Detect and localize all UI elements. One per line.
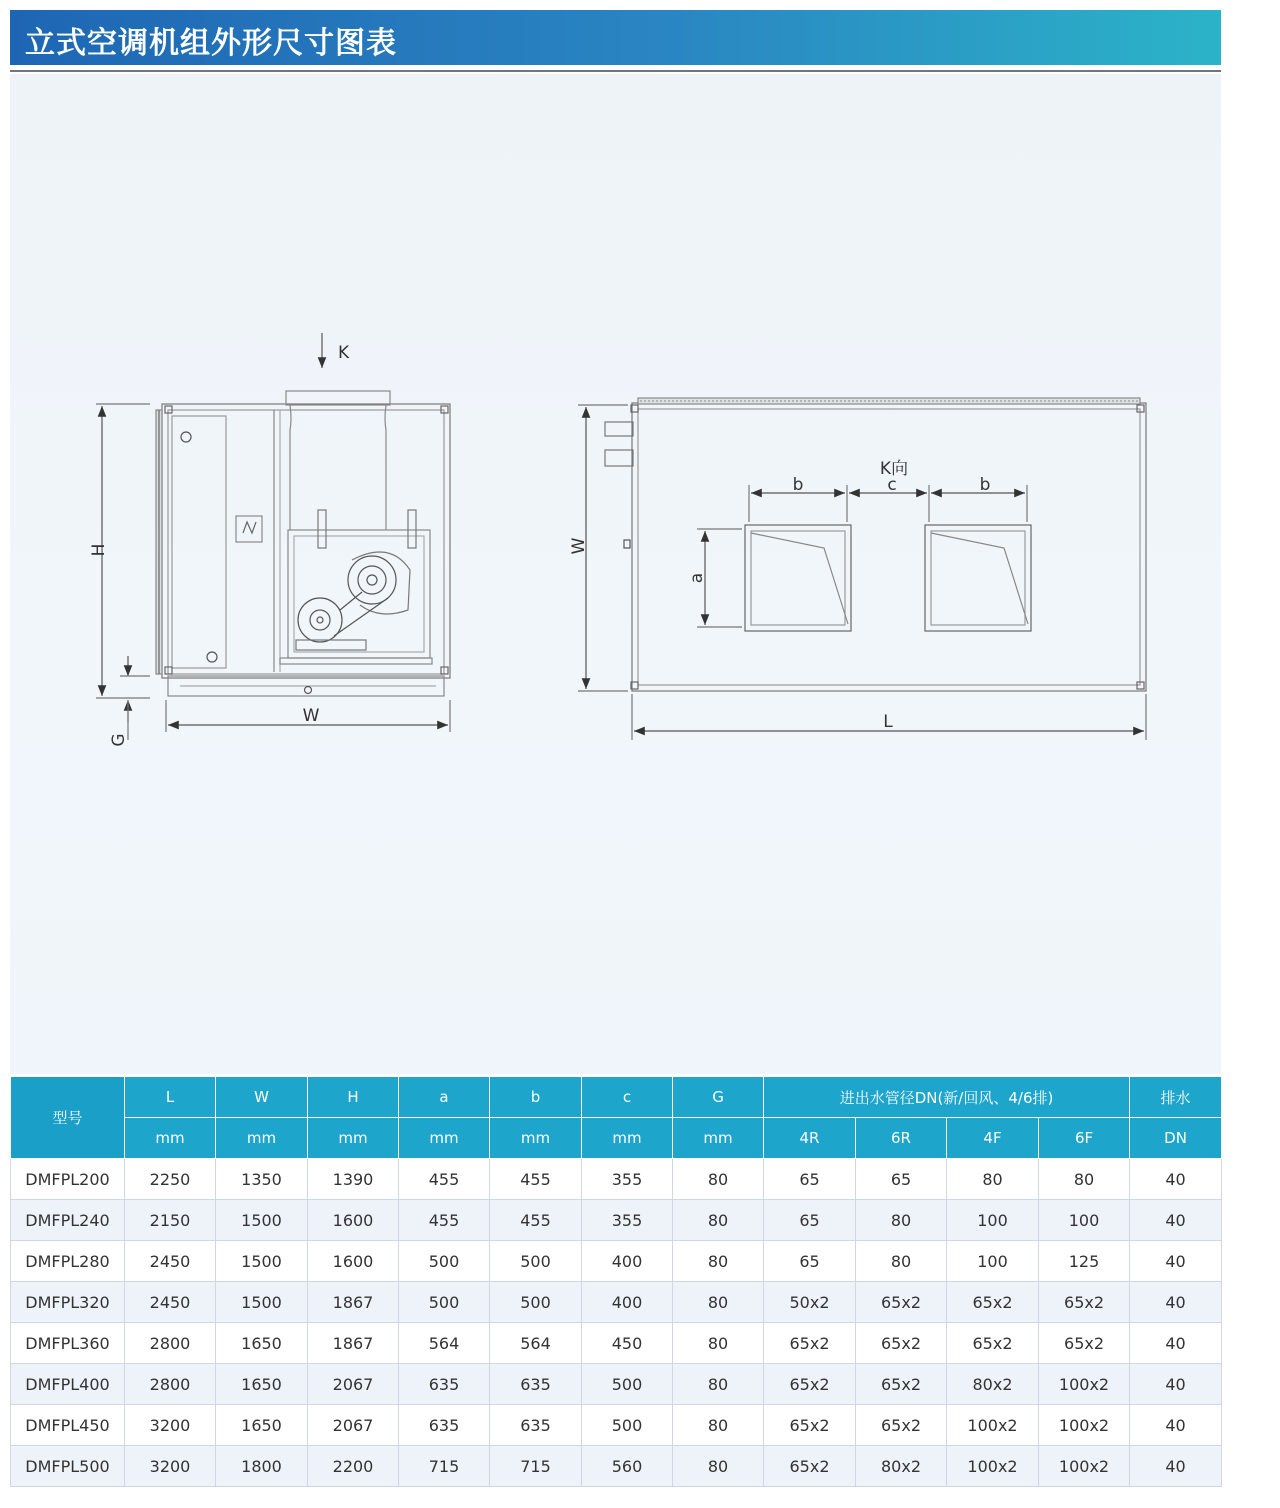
table-cell: 65x2 — [947, 1282, 1039, 1323]
drain-header: 排水 — [1130, 1077, 1222, 1118]
table-row — [11, 1282, 1222, 1323]
table-cell: 450 — [582, 1323, 673, 1364]
unit-cell: mm — [399, 1118, 490, 1159]
table-cell: 635 — [490, 1405, 582, 1446]
table-cell: 65x2 — [856, 1323, 947, 1364]
table-cell: 65x2 — [764, 1446, 856, 1487]
table-cell: 1650 — [216, 1323, 308, 1364]
table-cell: 455 — [490, 1159, 582, 1200]
table-cell: 50x2 — [764, 1282, 856, 1323]
model-cell: DMFPL320 — [11, 1282, 125, 1323]
table-cell: 1800 — [216, 1446, 308, 1487]
table-cell: 65x2 — [1039, 1282, 1130, 1323]
table-cell: 80 — [673, 1159, 764, 1200]
table-cell: 500 — [582, 1405, 673, 1446]
table-cell: 2450 — [125, 1282, 216, 1323]
table-cell: 80 — [673, 1282, 764, 1323]
table-cell: 1600 — [308, 1241, 399, 1282]
header-row-units — [11, 1118, 1222, 1159]
drain-sub-header: DN — [1130, 1118, 1222, 1159]
table-row — [11, 1159, 1222, 1200]
table-cell: 1650 — [216, 1364, 308, 1405]
pipe-sub-header: 6R — [856, 1118, 947, 1159]
pipe-sub-header: 6F — [1039, 1118, 1130, 1159]
table-row — [11, 1200, 1222, 1241]
table-cell: 3200 — [125, 1446, 216, 1487]
top-width-label: W — [569, 537, 589, 555]
table-cell: 65x2 — [764, 1405, 856, 1446]
unit-cell: mm — [490, 1118, 582, 1159]
table-cell: 65 — [764, 1241, 856, 1282]
table-cell: 500 — [490, 1241, 582, 1282]
header-W: W — [216, 1077, 308, 1118]
k-view-label: K向 — [879, 459, 909, 479]
table-cell: 100 — [947, 1241, 1039, 1282]
model-cell: DMFPL400 — [11, 1364, 125, 1405]
top-view — [578, 398, 1146, 740]
height-label: H — [89, 543, 109, 557]
unit-cell: mm — [673, 1118, 764, 1159]
table-cell: 455 — [490, 1200, 582, 1241]
table-cell: 80 — [673, 1364, 764, 1405]
dim-b-right: b — [979, 475, 991, 495]
header-b: b — [490, 1077, 582, 1118]
table-cell: 65x2 — [856, 1364, 947, 1405]
top-view-outline — [632, 403, 1146, 691]
table-cell: 80 — [673, 1200, 764, 1241]
table-cell: 80x2 — [856, 1446, 947, 1487]
table-cell: 80 — [1039, 1159, 1130, 1200]
table-cell: 65x2 — [856, 1282, 947, 1323]
table-cell: 1390 — [308, 1159, 399, 1200]
table-cell: 1500 — [216, 1200, 308, 1241]
table-cell: 80 — [673, 1323, 764, 1364]
unit-cell: mm — [216, 1118, 308, 1159]
table-cell: 80 — [673, 1405, 764, 1446]
header-a: a — [399, 1077, 490, 1118]
side-width-label: W — [302, 706, 320, 726]
length-label: L — [883, 712, 893, 732]
table-cell: 100x2 — [1039, 1364, 1130, 1405]
table-cell: 715 — [399, 1446, 490, 1487]
spec-table-body — [11, 1159, 1222, 1487]
table-cell: 500 — [490, 1282, 582, 1323]
pipe-sub-header: 4F — [947, 1118, 1039, 1159]
header-L: L — [125, 1077, 216, 1118]
header-row-top — [11, 1077, 1222, 1118]
dim-a: a — [687, 572, 707, 584]
table-cell: 1600 — [308, 1200, 399, 1241]
table-cell: 560 — [582, 1446, 673, 1487]
table-cell: 1350 — [216, 1159, 308, 1200]
side-view — [96, 333, 450, 740]
table-row — [11, 1241, 1222, 1282]
table-row — [11, 1446, 1222, 1487]
pipe-header: 进出水管径DN(新/回风、4/6排) — [764, 1077, 1130, 1118]
table-cell: 635 — [490, 1364, 582, 1405]
table-cell: 500 — [399, 1241, 490, 1282]
table-cell: 2150 — [125, 1200, 216, 1241]
table-cell: 2250 — [125, 1159, 216, 1200]
header-H: H — [308, 1077, 399, 1118]
table-cell: 3200 — [125, 1405, 216, 1446]
table-cell: 2067 — [308, 1364, 399, 1405]
table-cell: 2450 — [125, 1241, 216, 1282]
table-cell: 65x2 — [764, 1323, 856, 1364]
table-cell: 80 — [673, 1446, 764, 1487]
table-cell: 100 — [947, 1200, 1039, 1241]
k-arrow-label: K — [338, 343, 350, 363]
model-cell: DMFPL500 — [11, 1446, 125, 1487]
table-cell: 1650 — [216, 1405, 308, 1446]
table-cell: 40 — [1130, 1241, 1222, 1282]
table-cell: 100x2 — [1039, 1405, 1130, 1446]
table-cell: 125 — [1039, 1241, 1130, 1282]
table-cell: 40 — [1130, 1200, 1222, 1241]
table-cell: 40 — [1130, 1446, 1222, 1487]
table-cell: 2200 — [308, 1446, 399, 1487]
model-cell: DMFPL200 — [11, 1159, 125, 1200]
table-cell: 355 — [582, 1200, 673, 1241]
table-cell: 2800 — [125, 1364, 216, 1405]
table-cell: 1867 — [308, 1282, 399, 1323]
header-c: c — [582, 1077, 673, 1118]
table-cell: 100x2 — [947, 1446, 1039, 1487]
table-cell: 40 — [1130, 1282, 1222, 1323]
unit-cell: mm — [125, 1118, 216, 1159]
table-cell: 1500 — [216, 1241, 308, 1282]
table-cell: 100 — [1039, 1200, 1130, 1241]
table-cell: 500 — [399, 1282, 490, 1323]
table-cell: 715 — [490, 1446, 582, 1487]
table-cell: 455 — [399, 1200, 490, 1241]
table-cell: 564 — [399, 1323, 490, 1364]
table-row — [11, 1364, 1222, 1405]
table-cell: 635 — [399, 1405, 490, 1446]
table-cell: 455 — [399, 1159, 490, 1200]
table-cell: 40 — [1130, 1323, 1222, 1364]
unit-cell: mm — [582, 1118, 673, 1159]
table-cell: 80 — [673, 1241, 764, 1282]
unit-cell: mm — [308, 1118, 399, 1159]
table-cell: 65 — [856, 1159, 947, 1200]
table-cell: 100x2 — [1039, 1446, 1130, 1487]
pipe-sub-header: 4R — [764, 1118, 856, 1159]
model-cell: DMFPL450 — [11, 1405, 125, 1446]
table-cell: 40 — [1130, 1405, 1222, 1446]
table-cell: 2067 — [308, 1405, 399, 1446]
model-cell: DMFPL240 — [11, 1200, 125, 1241]
table-cell: 40 — [1130, 1159, 1222, 1200]
table-cell: 564 — [490, 1323, 582, 1364]
table-cell: 2800 — [125, 1323, 216, 1364]
table-cell: 1500 — [216, 1282, 308, 1323]
table-cell: 635 — [399, 1364, 490, 1405]
model-cell: DMFPL360 — [11, 1323, 125, 1364]
table-cell: 65 — [764, 1159, 856, 1200]
table-cell: 65x2 — [1039, 1323, 1130, 1364]
table-cell: 400 — [582, 1282, 673, 1323]
spec-table — [10, 1076, 1222, 1487]
header-G: G — [673, 1077, 764, 1118]
model-header: 型号 — [11, 1077, 125, 1159]
table-cell: 400 — [582, 1241, 673, 1282]
dim-b-left: b — [792, 475, 804, 495]
table-cell: 65x2 — [947, 1323, 1039, 1364]
table-cell: 80 — [856, 1200, 947, 1241]
table-cell: 80x2 — [947, 1364, 1039, 1405]
table-cell: 500 — [582, 1364, 673, 1405]
table-cell: 40 — [1130, 1364, 1222, 1405]
model-cell: DMFPL280 — [11, 1241, 125, 1282]
table-cell: 80 — [856, 1241, 947, 1282]
table-row — [11, 1405, 1222, 1446]
base-label: G — [109, 733, 129, 747]
table-row — [11, 1323, 1222, 1364]
dim-c: c — [887, 475, 897, 495]
table-cell: 65x2 — [856, 1405, 947, 1446]
table-cell: 65 — [764, 1200, 856, 1241]
page-title: 立式空调机组外形尺寸图表 — [25, 26, 397, 61]
table-cell: 80 — [947, 1159, 1039, 1200]
table-cell: 1867 — [308, 1323, 399, 1364]
table-cell: 65x2 — [764, 1364, 856, 1405]
table-cell: 100x2 — [947, 1405, 1039, 1446]
table-cell: 355 — [582, 1159, 673, 1200]
